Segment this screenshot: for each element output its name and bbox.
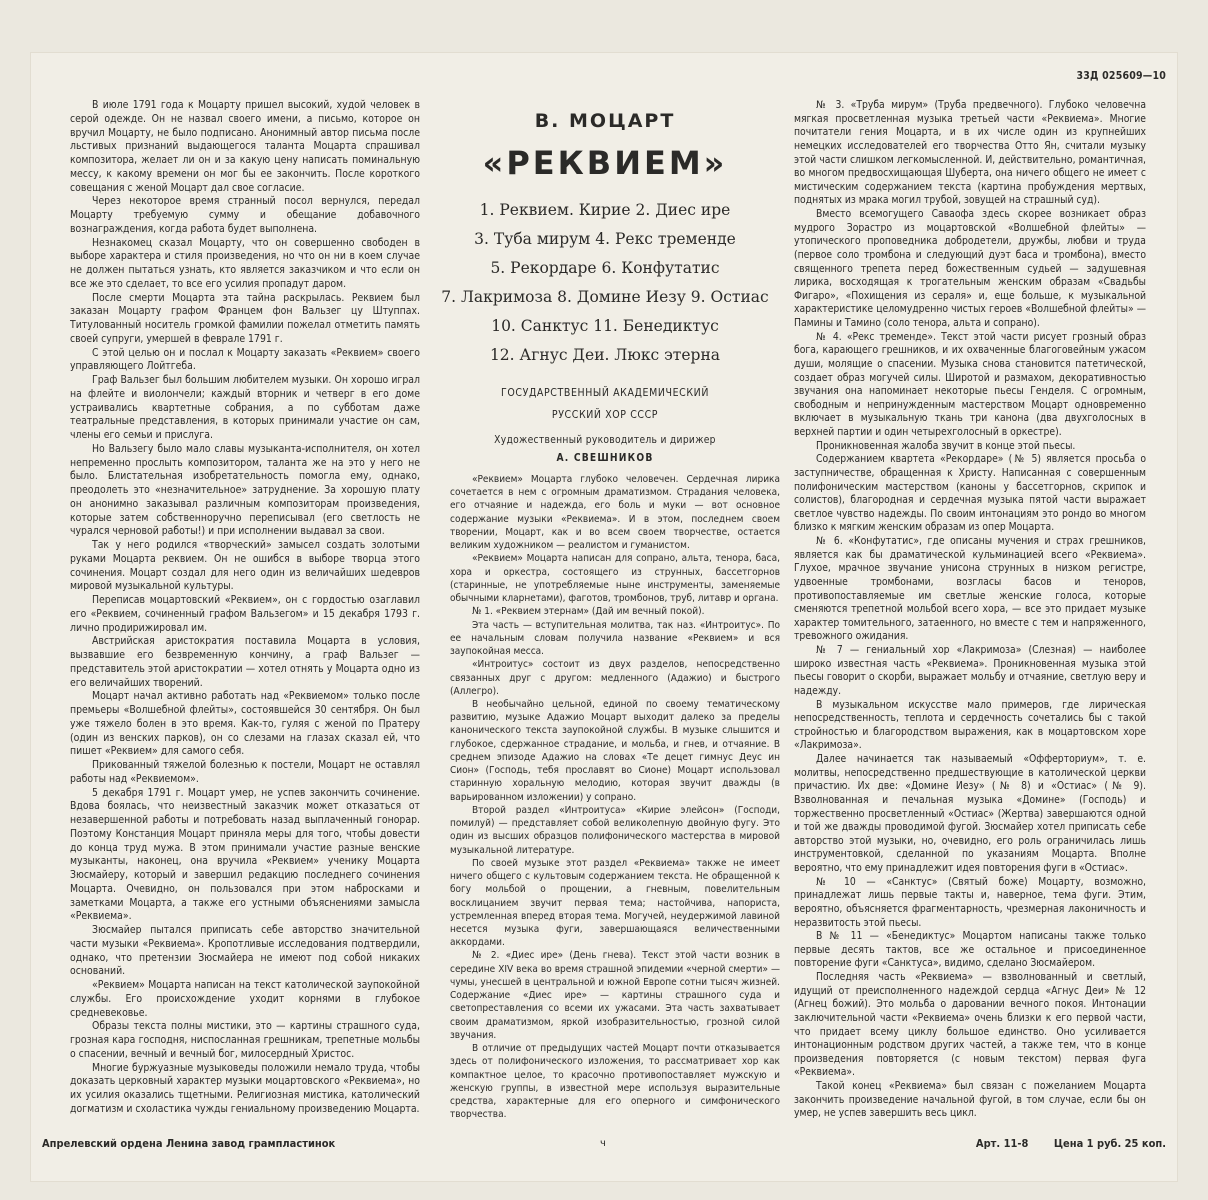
choir-line-1: ГОСУДАРСТВЕННЫЙ АКАДЕМИЧЕСКИЙ <box>501 387 709 399</box>
right-paragraph: В музыкальном искусстве мало примеров, где лирическая непосредственность, теплота и сердечность сочетались бы с такой стройностью и благородством выражения, как в моцартовском хоре «Лакримоза». <box>794 698 1146 752</box>
left-paragraph: После смерти Моцарта эта тайна раскрылась. Реквием был заказан Моцарту графом Францем фон Вальзег цу Штуппах. Титулованный носитель громкой фамилии пожелал отметить память своей супруги, умершей в феврале 1791 г. <box>70 291 420 345</box>
middle-paragraph: В отличие от предыдущих частей Моцарт почти отказывается здесь от полифонического изложения, то рассматривает хор как компактное целое, то красочно противопоставляет мужскую и женскую группы, в известной мере используя выразительные средства, характерные для его оперного и симфонического творчества. <box>450 1043 780 1121</box>
middle-paragraph: «Реквием» Моцарта написан для сопрано, альта, тенора, баса, хора и оркестра, состоящего из струнных, бассетгорнов (старинные, не употребляемые ныне инструменты, заменяемые обычными кларнетами), фаготов, тромбонов, труб, литавр и органа. <box>450 553 780 605</box>
right-column <box>794 99 1146 1121</box>
director-block <box>420 432 790 468</box>
left-paragraph: Но Вальзегу было мало славы музыканта-исполнителя, он хотел непременно прослыть композитором, таланта же на это у него не было. Блистательная изобретательность помогла ему, однако, преодолеть это «незначительное» затруднение. За хорошую плату он анонимно заказывал различным композиторам произведения, которые затем собственноручно переписывал (его светлость не чурался черновой работы!) и при исполнении выдавал за свои. <box>70 442 420 538</box>
right-paragraph: Содержанием квартета «Рекордаре» (№ 5) является просьба о заступничестве, обращенная к Христу. Написанная с совершенным полифоническим мастерством (каноны у бассетгорнов, скрипок и солистов), благородная и сердечная музыка пятой части выражает светлое чувство надежды. По своим интонациям это рондо во многом близко к мягким женским образам из опер Моцарта. <box>794 453 1146 534</box>
price: Цена 1 руб. 25 коп. <box>1053 1137 1166 1150</box>
right-paragraph: № 4. «Рекс тременде». Текст этой части рисует грозный образ бога, карающего грешников, и их охваченные благоговейным ужасом души, молящие о спасении. Музыка снова становится патетической, создает образ могучей силы. Широтой и размахом, декоративностью звучания она напоминает некоторые пьесы Генделя. С огромным, свободным и непринужденным мастерством Моцарт одновременно включает в музыкальную ткань три канона (два двухголосных в верхней партии и один четырехголосный в оркестре). <box>794 330 1146 438</box>
article-number: Арт. 11-8 <box>975 1137 1029 1150</box>
left-paragraph: Зюсмайер пытался приписать себе авторство значительной части музыки «Реквиема». Кропотливые исследования подтвердили, однако, что претензии Зюсмайера не имеют под собой никаких оснований. <box>70 924 420 978</box>
track-line: 10. Санктус 11. Бенедиктус <box>491 317 719 335</box>
right-paragraph: Далее начинается так называемый «Офферториум», т. е. молитвы, непосредственно предшествующие в католической церкви причастию. Их две: «Домине Иезу» (№ 8) и «Остиас» (№ 9). Взволнованная и печальная музыка «Домине» (Господь) и торжественно просветленный «Остиас» (Жертва) завершаются одной и той же дважды проводимой фугой. Зюсмайер хотел приписать себе авторство этой музыки, но, очевидно, его роль ограничилась лишь инструментовкой, сделанной по указаниям Моцарта. Вполне вероятно, что ему принадлежит идея повторения фуги в «Остиас». <box>794 753 1146 874</box>
right-paragraph: № 10 — «Санктус» (Святый боже) Моцарту, возможно, принадлежат лишь первые такты и, наверное, тема фуги. Этим, вероятно, объясняется фрагментарность, чрезмерная лаконичность и неразвитость этой пьесы. <box>794 875 1146 929</box>
left-paragraph: Моцарт начал активно работать над «Реквиемом» только после премьеры «Волшебной флейты», состоявшейся 30 сентября. Он был уже тяжело болен в это время. Как-то, гуляя с женой по Пратеру (один из венских парков), он со слезами на глазах сказал ей, что пишет «Реквием» для самого себя. <box>70 690 420 758</box>
director-name: А. СВЕШНИКОВ <box>556 453 654 464</box>
left-paragraph: Так у него родился «творческий» замысел создать золотыми руками Моцарта реквием. Он не ошибся в выборе творца этого сочинения. Моцарт создал для него один из величайших шедевров мировой музыкальной культуры. <box>70 539 420 593</box>
left-column <box>70 99 420 1117</box>
left-paragraph: Многие буржуазные музыковеды положили немало труда, чтобы доказать церковный характер музыки моцартовского «Реквиема», но их усилия оказались тщетными. Религиозная мистика, католический догматизм и схоластика чужды гениальному произведению Моцарта. <box>70 1061 420 1115</box>
track-line: 7. Лакримоза 8. Домине Иезу 9. Остиас <box>441 288 769 306</box>
track-line: 3. Туба мирум 4. Рекс тременде <box>474 230 736 248</box>
left-paragraph: Прикованный тяжелой болезнью к постели, Моцарт не оставлял работы над «Реквиемом». <box>70 759 420 785</box>
right-paragraph: Проникновенная жалоба звучит в конце этой пьесы. <box>816 439 1076 452</box>
middle-paragraph: Второй раздел «Интроитуса» «Кирие элейсон» (Господи, помилуй) — представляет собой великолепную двойную фугу. Это один из высших образцов полифонического мастерства в мировой музыкальной литературе. <box>450 804 780 856</box>
middle-paragraph: «Интроитус» состоит из двух разделов, непосредственно связанных друг с другом: медленного (Адажио) и быстрого (Аллегро). <box>450 659 780 697</box>
left-paragraph: Австрийская аристократия поставила Моцарта в условия, вызвавшие его безвременную кончину, а граф Вальзег — представитель этой аристократии — хотел отнять у Моцарта одно из его величайших творений. <box>70 635 420 689</box>
left-paragraph: В июле 1791 года к Моцарту пришел высокий, худой человек в серой одежде. Он не назвал своего имени, а письмо, которое он вручил Моцарту, не было подписано. Анонимный автор письма после льстивых признаний выдающегося таланта Моцарта спрашивал композитора, желает ли он и за какую цену написать поминальную мессу, к какому времени он мог бы ее закончить. После короткого совещания с женой Моцарт дал свое согласие. <box>70 99 420 194</box>
composer-name: В. МОЦАРТ <box>534 110 676 132</box>
choir-name <box>420 382 790 426</box>
left-paragraph: «Реквием» Моцарта написан на текст католической заупокойной службы. Его происхождение уходит корнями в глубокое средневековье. <box>70 979 420 1019</box>
right-paragraph: Такой конец «Реквиема» был связан с пожеланием Моцарта закончить произведение начальной фугой, в том случае, если бы он умер, не успев завершить весь цикл. <box>794 1080 1146 1120</box>
track-list <box>420 196 790 370</box>
track-line: 12. Агнус Деи. Люкс этерна <box>489 346 721 364</box>
right-paragraph: Вместо всемогущего Саваофа здесь скорее возникает образ мудрого Зорастро из моцартовской «Волшебной флейты» — утопического проповедника добродетели, дружбы, любви и труда (первое соло тромбона и следующий дуэт баса и тромбона), вместо священного трепета перед божественным судьей — задушевная лирика, восходящая к трогательным женским образам «Свадьбы Фигаро», «Похищения из сераля» и, еще больше, к музыкальной характеристике целомудренно чистых героев «Волшебной флейты» — Памины и Тамино (соло тенора, альта и сопрано). <box>794 208 1146 329</box>
title-block <box>420 110 790 468</box>
middle-paragraph: № 1. «Реквием этернам» (Дай им вечный покой). <box>472 606 705 618</box>
right-paragraph: № 3. «Труба мирум» (Труба предвечного). Глубоко человечна мягкая просветленная музыка третьей части «Реквиема». Многие почитатели гения Моцарта, и в их числе один из крупнейших немецких исследователей его творчества Отто Ян, считали музыку этой части слишком легкомысленной. И, действительно, романтичная, во многом предвосхищающая Шуберта, она ничего общего не имеет с мистическим содержанием текста (картина пробуждения мертвых, поднятых из мрака могил трубой, зовущей на страшный суд). <box>794 99 1146 207</box>
middle-paragraph: В необычайно цельной, единой по своему тематическому развитию, музыке Адажио Моцарт выходит далеко за пределы канонического текста заупокойной службы. В музыке слышится и глубокое, сдержанное страдание, и мольба, и гнев, и отчаяние. В среднем эпизоде Адажио на словах «Те децет гимнус Деус ин Сион» (Господь, тебя прославят во Сионе) Моцарт использовал старинную хоральную мелодию, которая звучит дважды (в варьированном изложении) у сопрано. <box>450 698 780 803</box>
price-block <box>976 1137 1166 1150</box>
right-paragraph: В № 11 — «Бенедиктус» Моцартом написаны также только первые десять тактов, все же остальное и присоединенное повторение фуги «Санктуса», видимо, сделано Зюсмайером. <box>794 930 1146 970</box>
right-paragraph: № 6. «Конфутатис», где описаны мучения и страх грешников, является как бы драматической кульминацией всего «Реквиема». Глухое, мрачное звучание унисона струнных в низком регистре, удвоенные тромбонами, возгласы басов и теноров, противопоставляемые им светлые женские голоса, которые сменяются трепетной мольбой всего хора, — все это придает музыке характер томительного, затаенного, но вместе с тем и напряженного, тревожного ожидания. <box>794 535 1146 643</box>
right-paragraph: Последняя часть «Реквиема» — взволнованный и светлый, идущий от преисполненного надеждой сердца «Агнус Деи» № 12 (Агнец божий). Это мольба о даровании вечного покоя. Интонации заключительной части «Реквиема» очень близки к его первой части, что придает всему циклу большое единство. Оно усиливается интонационным родством других частей, а также тем, что в конце произведения повторяется (с новым текстом) первая фуга «Реквиема». <box>794 971 1146 1079</box>
left-paragraph: С этой целью он и послал к Моцарту заказать «Реквием» своего управляющего Лойтгеба. <box>70 346 420 373</box>
left-paragraph: Образы текста полны мистики, это — картины страшного суда, грозная кара господня, ниспосланная грешникам, трепетные мольбы о спасении, вечный и вечный бог, милосердный Христос. <box>70 1020 420 1060</box>
left-paragraph: 5 декабря 1791 г. Моцарт умер, не успев закончить сочинение. Вдова боялась, что неизвестный заказчик может отказаться от незавершенной работы и потребовать назад выплаченный гонорар. Поэтому Констанция Моцарт приняла меры для того, чтобы довести до конца труд мужа. В этом принимали участие разные венские музыканты, наконец, она вручила «Реквием» ученику Моцарта Зюсмайеру, который и завершил редакцию последнего сочинения Моцарта. Очевидно, он пользовался при этом набросками и заметками Моцарта, а также его устными объяснениями замысла «Реквиема». <box>70 786 420 923</box>
left-paragraph: Переписав моцартовский «Реквием», он с гордостью озаглавил его «Реквием, сочиненный графом Вальзегом» и 15 декабря 1793 г. лично продирижировал им. <box>70 594 420 634</box>
factory-name: Апрелевский ордена Ленина завод грампластинок <box>42 1137 336 1150</box>
page-mark: ч <box>600 1138 606 1149</box>
middle-column <box>450 473 780 1121</box>
left-paragraph: Незнакомец сказал Моцарту, что он совершенно свободен в выборе характера и стиля произведения, но что он ни в коем случае не должен пытаться узнать, кто является заказчиком и что если он все же это сделает, то все его усилия пропадут даром. <box>70 236 420 290</box>
track-line: 5. Рекордаре 6. Конфутатис <box>490 259 720 277</box>
middle-paragraph: № 2. «Диес ире» (День гнева). Текст этой части возник в середине XIV века во время страшной эпидемии «черной смерти» — чумы, унесшей в центральной и южной Европе сотни тысяч жизней. Содержание «Диес ире» — картины страшного суда и светопреставления со всеми их ужасами. Эта часть захватывает своим драматизмом, яркой изобразительностью, грозной силой звучания. <box>450 950 780 1041</box>
middle-paragraph: По своей музыке этот раздел «Реквиема» также не имеет ничего общего с культовым содержанием текста. Не обращенной к богу мольбой о прощении, а гневным, повелительным восклицанием звучит первая тема; настойчива, напориста, устремленная вперед вторая тема. Могучей, неудержимой лавиной несется музыка фуги, завершающаяся величественными аккордами. <box>450 857 780 949</box>
catalog-number: 33Д 025609—10 <box>1076 70 1166 82</box>
left-paragraph: Через некоторое время странный посол вернулся, передал Моцарту требуемую сумму и обещание добавочного вознаграждения, когда работа будет выполнена. <box>70 195 420 235</box>
middle-paragraph: «Реквием» Моцарта глубоко человечен. Сердечная лирика сочетается в нем с огромным драматизмом. Страдания человека, его отчаяние и надежда, его боль и муки — вот основное содержание музыки «Реквиема». И в этом, последнем своем творении, Моцарт, как и во всем своем творчестве, остается великим художником — реалистом и гуманистом. <box>450 474 780 552</box>
director-role: Художественный руководитель и дирижер <box>494 435 716 446</box>
choir-line-2: РУССКИЙ ХОР СССР <box>551 409 659 421</box>
middle-paragraph: Эта часть — вступительная молитва, так наз. «Интроитус». По ее начальным словам получила название «Реквием» и вся заупокойная месса. <box>450 619 780 658</box>
work-title: «РЕКВИЕМ» <box>482 144 728 182</box>
left-paragraph: Граф Вальзег был большим любителем музыки. Он хорошо играл на флейте и виолончели; каждый вторник и четверг в его доме устраивались квартетные собрания, а по субботам даже театральные представления, в которых принимали участие он сам, члены его семьи и прислуга. <box>70 374 420 441</box>
right-paragraph: № 7 — гениальный хор «Лакримоза» (Слезная) — наиболее широко известная часть «Реквиема». Проникновенная музыка этой пьесы говорит о скорби, выражает мольбу и отчаяние, светлую веру и надежду. <box>794 644 1146 697</box>
track-line: 1. Реквием. Кирие 2. Диес ире <box>479 201 731 219</box>
